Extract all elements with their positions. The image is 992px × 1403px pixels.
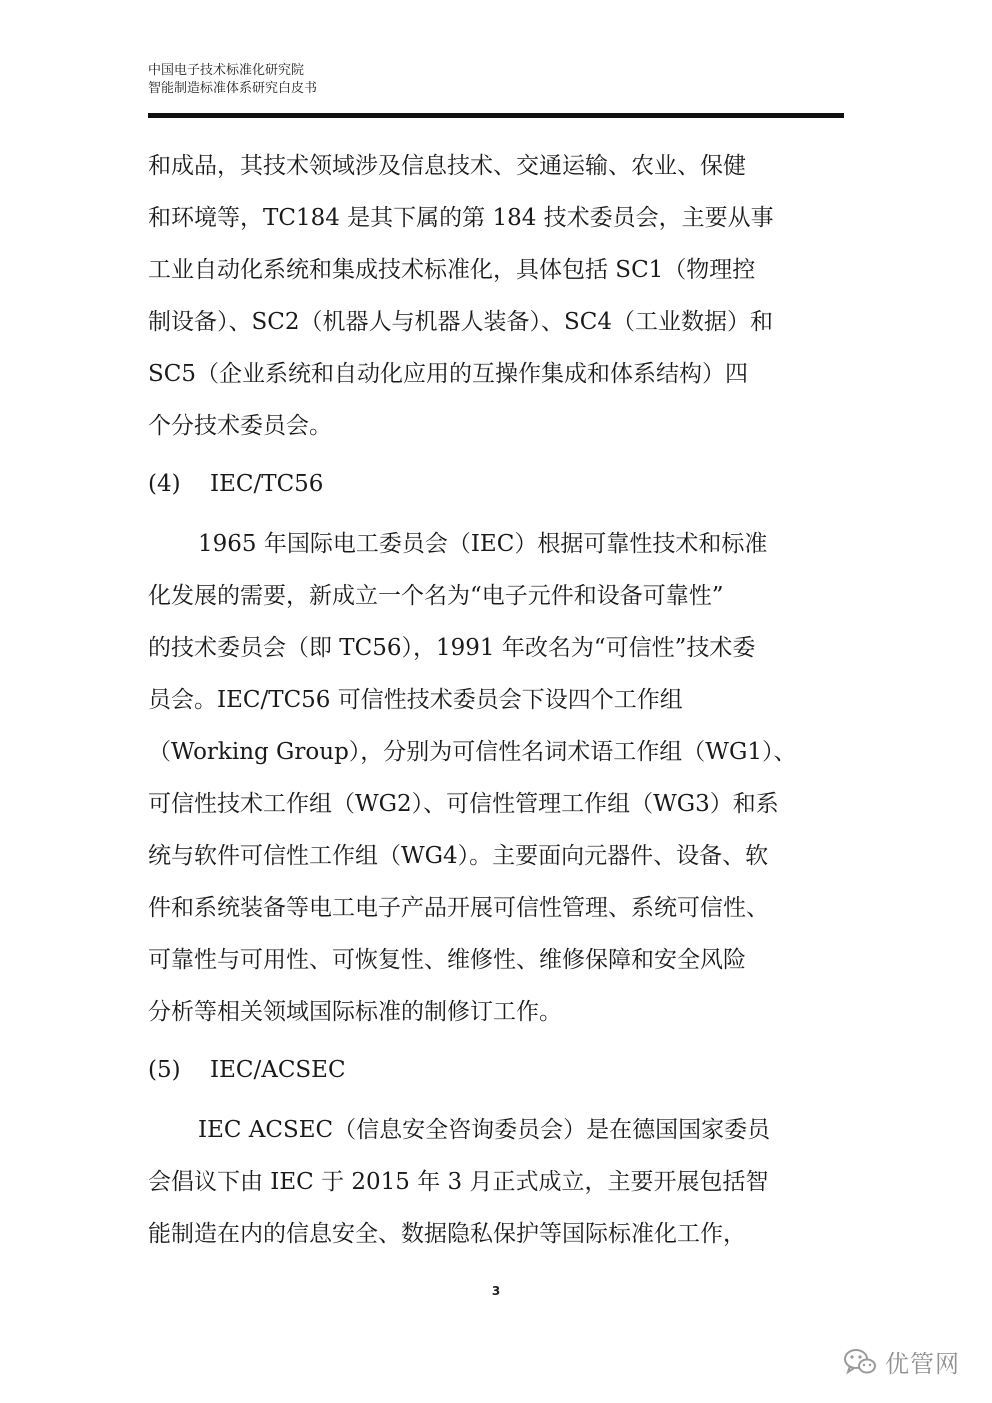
header-divider [148,113,844,118]
text-line: 件和系统装备等电工电子产品开展可信性管理、系统可信性、 [148,895,769,921]
paragraph-acsec [148,1104,848,1260]
watermark [843,1344,960,1379]
header-document-title: 智能制造标准体系研究白皮书 [148,81,318,96]
running-header [148,62,844,98]
section-number: (5) [148,1057,181,1083]
wechat-icon [843,1347,877,1377]
text-line: 化发展的需要，新成立一个名为“电子元件和设备可靠性” [148,583,724,609]
section-heading-tc56 [148,458,848,510]
text-line: 分析等相关领域国际标准的制修订工作。 [148,999,562,1025]
section-title: IEC/TC56 [210,471,324,497]
text-line: 能制造在内的信息安全、数据隐私保护等国际标准化工作， [148,1221,746,1247]
text-line: 和环境等，TC184 是其下属的第 184 技术委员会，主要从事 [148,205,774,231]
section-heading-acsec [148,1044,848,1096]
text-line: 1965 年国际电工委员会（IEC）根据可靠性技术和标准 [198,531,768,557]
text-line: 个分技术委员会。 [148,413,332,439]
section-number: (4) [148,471,181,497]
text-line: 员会。IEC/TC56 可信性技术委员会下设四个工作组 [148,687,683,713]
text-line: 可靠性与可用性、可恢复性、维修性、维修保障和安全风险 [148,947,746,973]
text-line: SC5（企业系统和自动化应用的互操作集成和体系结构）四 [148,361,748,387]
text-line: （Working Group），分别为可信性名词术语工作组（WG1）、 [148,739,797,765]
text-line: 会倡议下由 IEC 于 2015 年 3 月正式成立，主要开展包括智 [148,1169,769,1195]
paragraph-tc184 [148,140,848,452]
section-title: IEC/ACSEC [210,1057,346,1083]
text-line: IEC ACSEC（信息安全咨询委员会）是在德国国家委员 [198,1117,771,1143]
text-line: 可信性技术工作组（WG2）、可信性管理工作组（WG3）和系 [148,791,779,817]
text-line: 工业自动化系统和集成技术标准化，具体包括 SC1（物理控 [148,257,756,283]
paragraph-tc56 [148,518,848,1038]
text-line: 的技术委员会（即 TC56），1991 年改名为“可信性”技术委 [148,635,756,661]
header-institute: 中国电子技术标准化研究院 [148,63,305,78]
text-line: 统与软件可信性工作组（WG4）。主要面向元器件、设备、软 [148,843,769,869]
text-line: 和成品，其技术领域涉及信息技术、交通运输、农业、保健 [148,153,746,179]
page-number: 3 [491,1284,501,1298]
watermark-text: 优管网 [885,1350,960,1378]
page-body [148,140,848,1260]
text-line: 制设备）、SC2（机器人与机器人装备）、SC4（工业数据）和 [148,309,773,335]
